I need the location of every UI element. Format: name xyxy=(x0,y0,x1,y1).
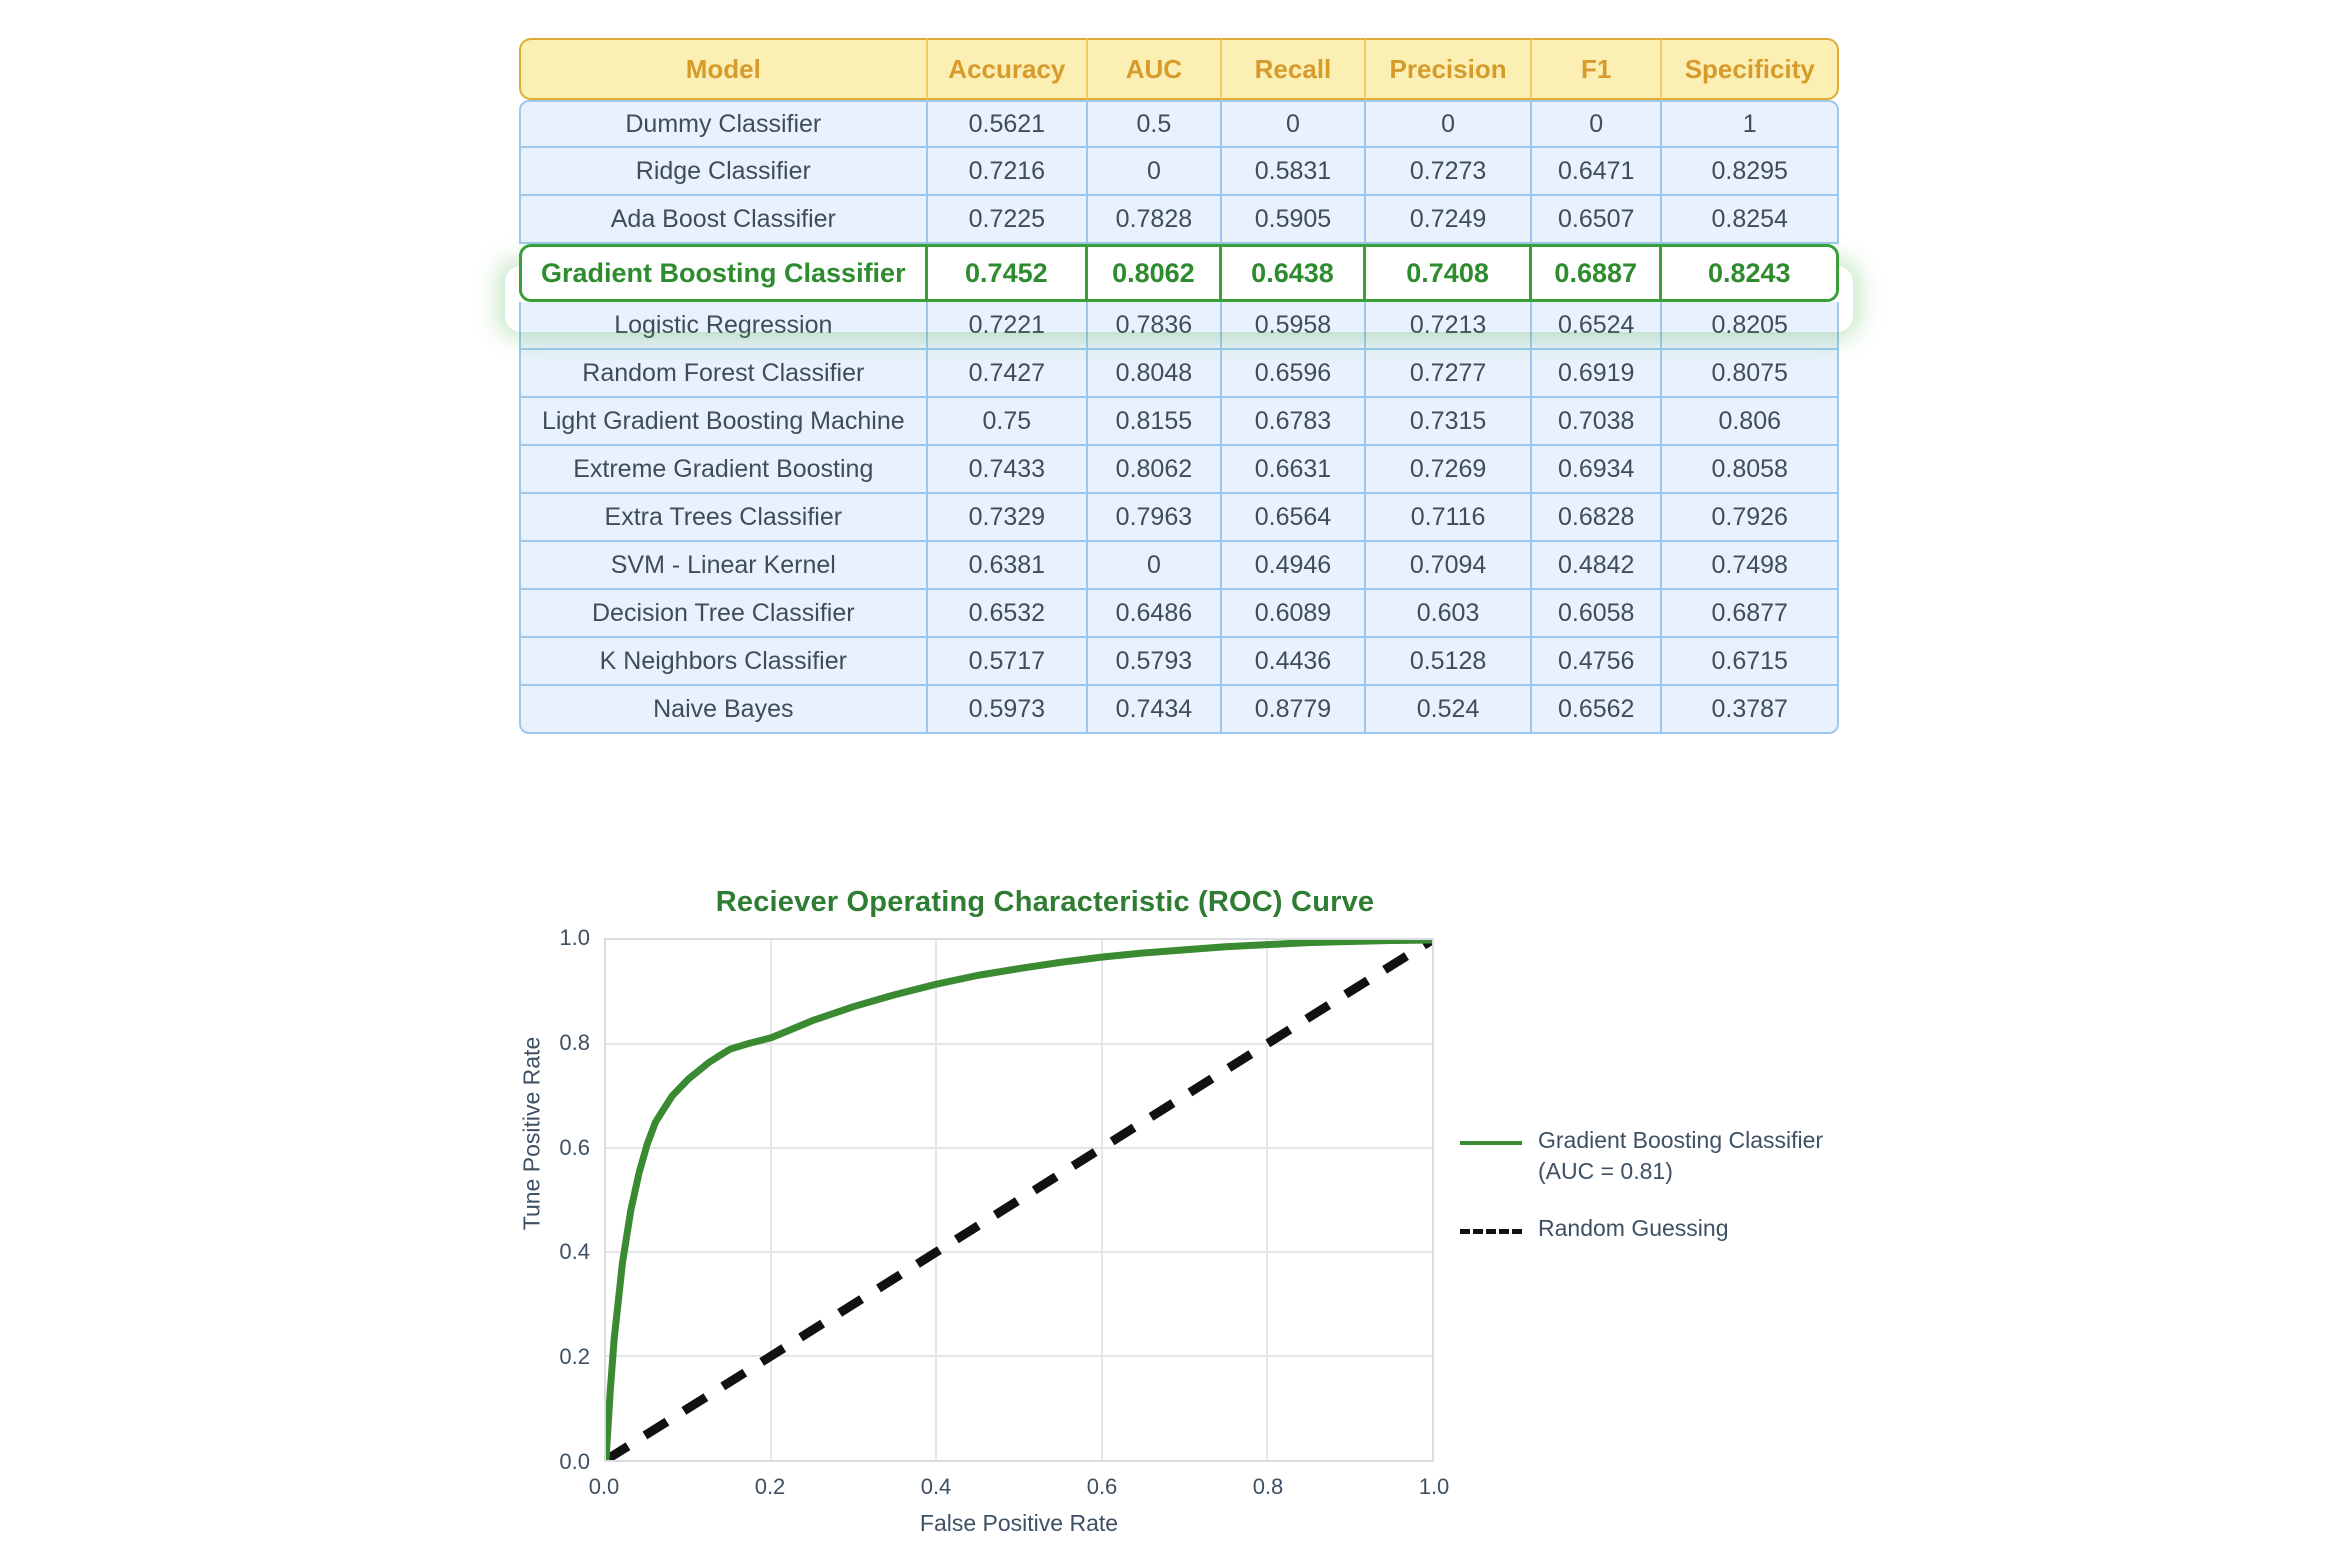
cell-model: SVM - Linear Kernel xyxy=(519,542,928,590)
cell-precision: 0.7094 xyxy=(1366,542,1532,590)
cell-accuracy: 0.7225 xyxy=(928,196,1088,244)
cell-model: Dummy Classifier xyxy=(519,100,928,148)
table-row[interactable] xyxy=(519,686,1839,734)
cell-model: Decision Tree Classifier xyxy=(519,590,928,638)
cell-model: Ada Boost Classifier xyxy=(519,196,928,244)
cell-accuracy: 0.7452 xyxy=(928,244,1088,302)
cell-auc: 0.7434 xyxy=(1088,686,1222,734)
cell-recall: 0.4436 xyxy=(1222,638,1366,686)
cell-f1: 0.6919 xyxy=(1532,350,1663,398)
roc-curve-chart xyxy=(500,870,1900,1536)
cell-specificity: 0.806 xyxy=(1662,398,1839,446)
cell-precision: 0.7408 xyxy=(1366,244,1532,302)
chart-title: Reciever Operating Characteristic (ROC) Curve xyxy=(715,886,1375,918)
cell-f1: 0.4842 xyxy=(1532,542,1663,590)
cell-f1: 0.6887 xyxy=(1532,244,1663,302)
cell-f1: 0.6058 xyxy=(1532,590,1663,638)
cell-f1: 0.6934 xyxy=(1532,446,1663,494)
cell-specificity: 0.8075 xyxy=(1662,350,1839,398)
roc-curve-svg xyxy=(606,940,1432,1460)
table-row[interactable] xyxy=(519,590,1839,638)
cell-auc: 0.7836 xyxy=(1088,302,1222,350)
cell-accuracy: 0.7221 xyxy=(928,302,1088,350)
column-header-model[interactable]: Model xyxy=(519,38,928,100)
table-row[interactable] xyxy=(519,446,1839,494)
table-row[interactable] xyxy=(519,100,1839,148)
legend-label-line2: (AUC = 0.81) xyxy=(1538,1158,1673,1185)
cell-precision: 0.7315 xyxy=(1366,398,1532,446)
cell-f1: 0.4756 xyxy=(1532,638,1663,686)
column-header-auc[interactable]: AUC xyxy=(1088,38,1222,100)
cell-recall: 0.5905 xyxy=(1222,196,1366,244)
cell-accuracy: 0.75 xyxy=(928,398,1088,446)
cell-precision: 0.524 xyxy=(1366,686,1532,734)
cell-accuracy: 0.5973 xyxy=(928,686,1088,734)
column-header-accuracy[interactable]: Accuracy xyxy=(928,38,1088,100)
table-header-row xyxy=(519,38,1839,100)
table-header xyxy=(519,38,1839,100)
cell-f1: 0 xyxy=(1532,100,1663,148)
cell-precision: 0 xyxy=(1366,100,1532,148)
cell-model: Random Forest Classifier xyxy=(519,350,928,398)
y-axis-label: Tune Positive Rate xyxy=(518,1036,545,1231)
table-row-highlighted[interactable] xyxy=(519,244,1839,302)
cell-specificity: 0.8058 xyxy=(1662,446,1839,494)
cell-accuracy: 0.7329 xyxy=(928,494,1088,542)
cell-specificity: 0.7926 xyxy=(1662,494,1839,542)
cell-model: Ridge Classifier xyxy=(519,148,928,196)
legend-item-gradient-boosting[interactable] xyxy=(1460,1125,1860,1187)
cell-accuracy: 0.6381 xyxy=(928,542,1088,590)
table-row[interactable] xyxy=(519,494,1839,542)
cell-specificity: 0.8243 xyxy=(1662,244,1839,302)
cell-auc: 0 xyxy=(1088,148,1222,196)
cell-specificity: 0.7498 xyxy=(1662,542,1839,590)
x-tick-0.4: 0.4 xyxy=(920,1474,952,1499)
table-row[interactable] xyxy=(519,542,1839,590)
x-axis-label: False Positive Rate xyxy=(919,1510,1119,1536)
cell-precision: 0.7213 xyxy=(1366,302,1532,350)
cell-recall: 0.6438 xyxy=(1222,244,1366,302)
cell-model: Extra Trees Classifier xyxy=(519,494,928,542)
y-tick-0.6: 0.6 xyxy=(559,1134,590,1160)
column-header-specificity[interactable]: Specificity xyxy=(1662,38,1839,100)
cell-precision: 0.7277 xyxy=(1366,350,1532,398)
x-tick-0.2: 0.2 xyxy=(754,1474,786,1499)
cell-f1: 0.6524 xyxy=(1532,302,1663,350)
cell-accuracy: 0.6532 xyxy=(928,590,1088,638)
legend-item-random-guessing[interactable] xyxy=(1460,1213,1860,1244)
cell-auc: 0.7963 xyxy=(1088,494,1222,542)
table-row[interactable] xyxy=(519,148,1839,196)
cell-recall: 0.8779 xyxy=(1222,686,1366,734)
cell-auc: 0.8062 xyxy=(1088,446,1222,494)
cell-accuracy: 0.5717 xyxy=(928,638,1088,686)
cell-f1: 0.6828 xyxy=(1532,494,1663,542)
table-row[interactable] xyxy=(519,638,1839,686)
cell-precision: 0.7116 xyxy=(1366,494,1532,542)
cell-model: Logistic Regression xyxy=(519,302,928,350)
cell-model: K Neighbors Classifier xyxy=(519,638,928,686)
model-comparison-table-container xyxy=(519,38,1839,734)
table-row[interactable] xyxy=(519,302,1839,350)
cell-auc: 0.8062 xyxy=(1088,244,1222,302)
cell-auc: 0.5793 xyxy=(1088,638,1222,686)
table-row[interactable] xyxy=(519,398,1839,446)
cell-auc: 0.6486 xyxy=(1088,590,1222,638)
legend-label-random-guessing: Random Guessing xyxy=(1538,1215,1729,1242)
cell-specificity: 1 xyxy=(1662,100,1839,148)
cell-recall: 0.6783 xyxy=(1222,398,1366,446)
cell-recall: 0 xyxy=(1222,100,1366,148)
cell-recall: 0.4946 xyxy=(1222,542,1366,590)
cell-precision: 0.5128 xyxy=(1366,638,1532,686)
random-guessing-line xyxy=(606,940,1432,1460)
x-tick-0.0: 0.0 xyxy=(588,1474,620,1499)
cell-accuracy: 0.7216 xyxy=(928,148,1088,196)
cell-model: Light Gradient Boosting Machine xyxy=(519,398,928,446)
cell-precision: 0.7249 xyxy=(1366,196,1532,244)
cell-f1: 0.7038 xyxy=(1532,398,1663,446)
column-header-f1[interactable]: F1 xyxy=(1532,38,1663,100)
x-tick-1.0: 1.0 xyxy=(1418,1474,1450,1499)
cell-model: Naive Bayes xyxy=(519,686,928,734)
cell-auc: 0.8155 xyxy=(1088,398,1222,446)
column-header-recall[interactable]: Recall xyxy=(1222,38,1366,100)
cell-f1: 0.6562 xyxy=(1532,686,1663,734)
chart-legend xyxy=(1460,1125,1860,1270)
cell-accuracy: 0.7427 xyxy=(928,350,1088,398)
model-comparison-table xyxy=(519,38,1839,734)
cell-specificity: 0.6715 xyxy=(1662,638,1839,686)
cell-specificity: 0.6877 xyxy=(1662,590,1839,638)
cell-recall: 0.6564 xyxy=(1222,494,1366,542)
legend-solid-line-icon xyxy=(1460,1133,1522,1153)
cell-accuracy: 0.5621 xyxy=(928,100,1088,148)
x-tick-0.6: 0.6 xyxy=(1086,1474,1118,1499)
y-tick-0.8: 0.8 xyxy=(559,1029,590,1055)
cell-precision: 0.7273 xyxy=(1366,148,1532,196)
legend-dashed-line-icon xyxy=(1460,1221,1522,1241)
cell-recall: 0.5831 xyxy=(1222,148,1366,196)
cell-auc: 0.7828 xyxy=(1088,196,1222,244)
plot-area xyxy=(604,938,1434,1462)
column-header-precision[interactable]: Precision xyxy=(1366,38,1532,100)
cell-specificity: 0.8205 xyxy=(1662,302,1839,350)
cell-f1: 0.6507 xyxy=(1532,196,1663,244)
cell-auc: 0.5 xyxy=(1088,100,1222,148)
y-tick-1.0: 1.0 xyxy=(559,925,590,950)
cell-recall: 0.6631 xyxy=(1222,446,1366,494)
y-tick-0.4: 0.4 xyxy=(559,1239,590,1265)
cell-specificity: 0.8254 xyxy=(1662,196,1839,244)
table-body xyxy=(519,100,1839,734)
table-row[interactable] xyxy=(519,196,1839,244)
y-tick-0.2: 0.2 xyxy=(559,1344,590,1370)
y-tick-0.0: 0.0 xyxy=(559,1449,590,1474)
cell-precision: 0.7269 xyxy=(1366,446,1532,494)
cell-model: Extreme Gradient Boosting xyxy=(519,446,928,494)
cell-f1: 0.6471 xyxy=(1532,148,1663,196)
cell-recall: 0.6596 xyxy=(1222,350,1366,398)
cell-auc: 0 xyxy=(1088,542,1222,590)
legend-label-gradient-boosting xyxy=(1538,1125,1823,1187)
table-row[interactable] xyxy=(519,350,1839,398)
cell-model: Gradient Boosting Classifier xyxy=(519,244,928,302)
x-tick-0.8: 0.8 xyxy=(1252,1474,1284,1499)
cell-recall: 0.5958 xyxy=(1222,302,1366,350)
cell-specificity: 0.8295 xyxy=(1662,148,1839,196)
cell-accuracy: 0.7433 xyxy=(928,446,1088,494)
cell-precision: 0.603 xyxy=(1366,590,1532,638)
legend-label-line1: Gradient Boosting Classifier xyxy=(1538,1127,1824,1153)
cell-auc: 0.8048 xyxy=(1088,350,1222,398)
cell-specificity: 0.3787 xyxy=(1662,686,1839,734)
cell-recall: 0.6089 xyxy=(1222,590,1366,638)
